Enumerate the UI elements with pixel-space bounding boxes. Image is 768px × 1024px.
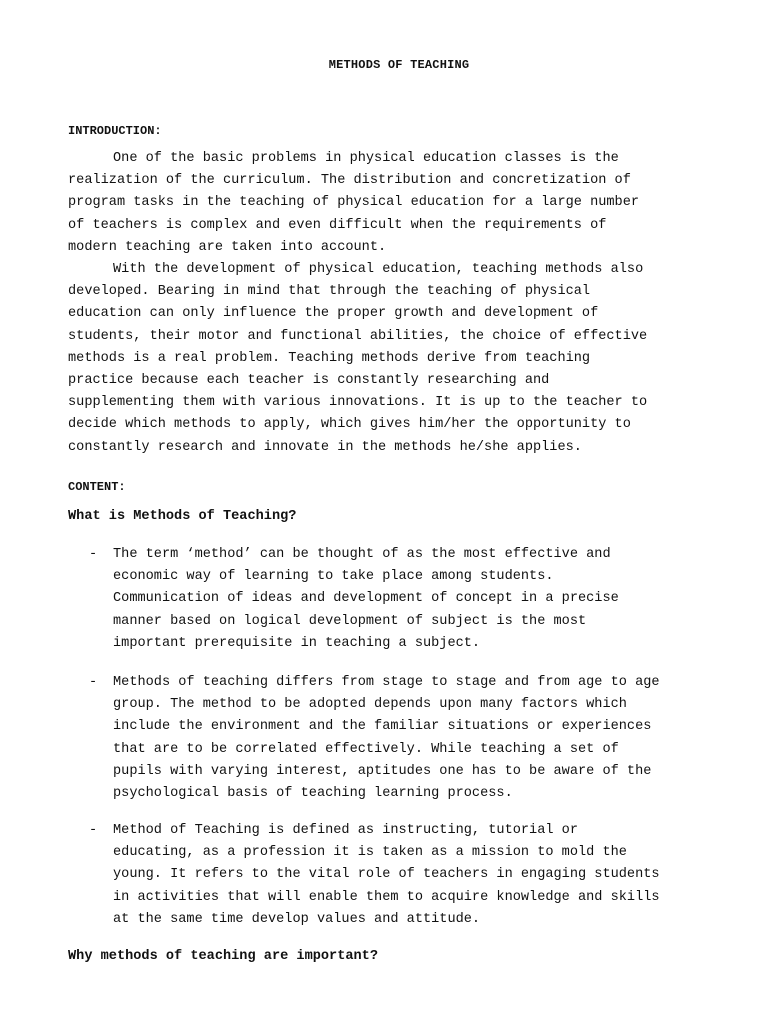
content-heading: CONTENT:: [68, 480, 126, 494]
bullet-text: The term ‘method’ can be thought of as the most effective and economic way of learning to take place among students. Communication of ideas and development of concept in a precise manner based on logical development of subject is the most important prerequisite in teaching a subject.: [113, 547, 619, 651]
introduction-paragraph-2: With the development of physical education, teaching methods also developed. Bearing in mind that through the teaching of physical education can only influence the proper growth and development of students, their motor and functional abilities, the choice of effective methods is a real problem. Teaching methods derive from teaching practice because each teacher is constantly researching and supplementing them with various innovations. It is up to the teacher to decide which methods to apply, which gives him/her the opportunity to constantly research and innovate in the methods he/she applies.: [68, 262, 648, 455]
introduction-heading: INTRODUCTION:: [68, 124, 162, 138]
bullet-marker: -: [89, 823, 98, 838]
bullet-marker: -: [89, 547, 98, 562]
document-title: METHODS OF TEACHING: [328, 58, 470, 72]
bullet-text: Methods of teaching differs from stage to stage and from age to age group. The method to be adopted depends upon many factors which include the environment and the familiar situations or experiences that are to be correlated effectively. While teaching a set of pupils with varying interest, aptitudes one has to be aware of the psychological basis of teaching learning process.: [113, 675, 660, 802]
bullet-text: Method of Teaching is defined as instructing, tutorial or educating, as a profession it is taken as a mission to mold the young. It refers to the vital role of teachers in engaging students in activities that will enable them to acquire knowledge and skills at the same time develop values and attitude.: [113, 823, 660, 927]
why-methods-heading: Why methods of teaching are important?: [68, 949, 378, 964]
introduction-paragraph-1: One of the basic problems in physical education classes is the realization of the curriculum. The distribution and concretization of program tasks in the teaching of physical education for a large number of teachers is complex and even difficult when the requirements of modern teaching are taken into account.: [68, 151, 640, 255]
what-is-methods-heading: What is Methods of Teaching?: [68, 509, 297, 524]
bullet-marker: -: [89, 675, 98, 690]
